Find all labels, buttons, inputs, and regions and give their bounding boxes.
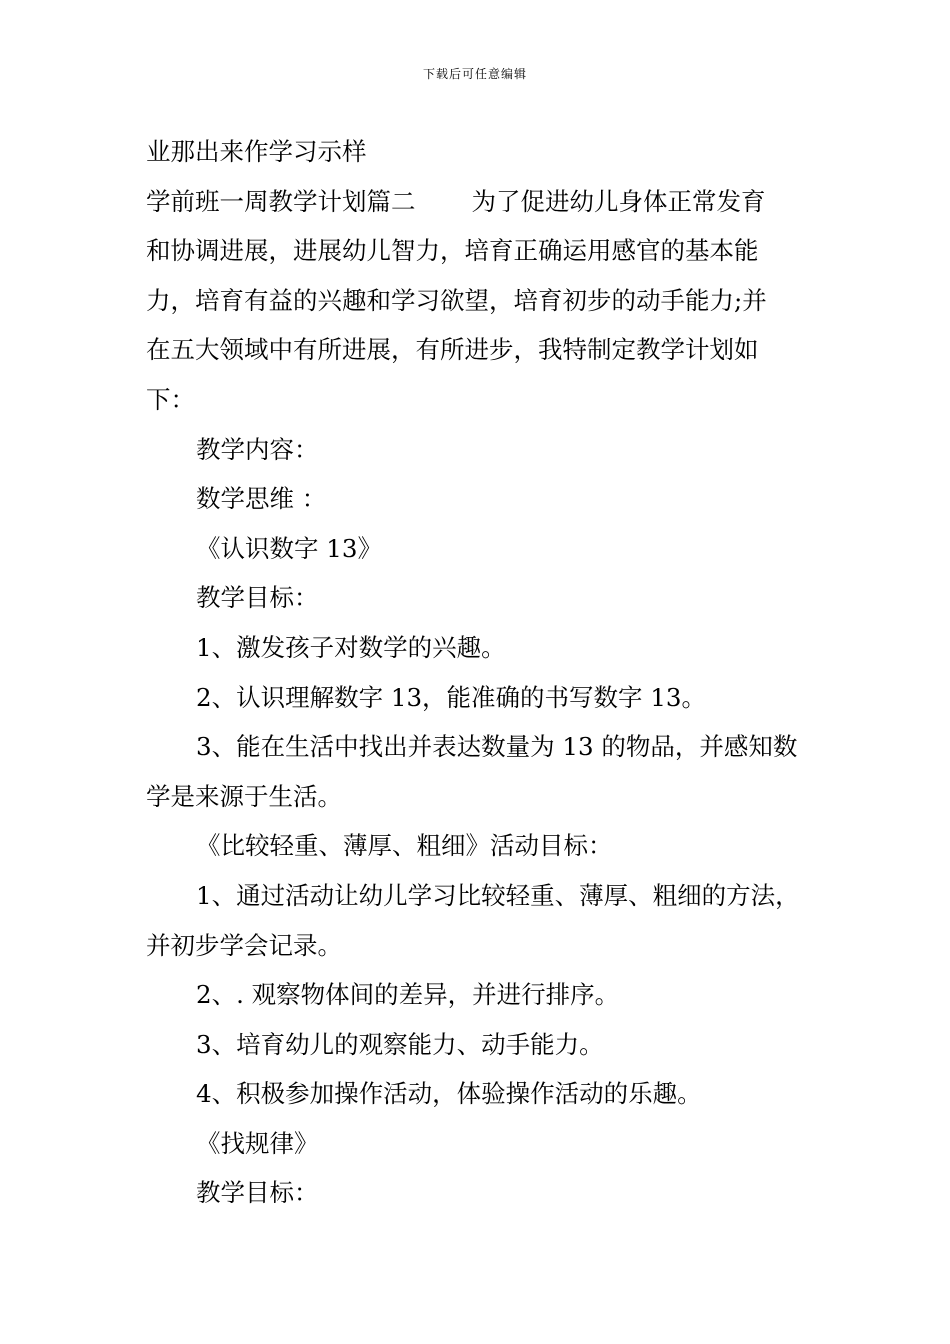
page-header: 下载后可任意编辑 — [422, 67, 527, 81]
text-line: 《认识数字 13》 — [196, 533, 382, 563]
text-line: 教学目标： — [196, 583, 319, 613]
text-line: 力，培育有益的兴趣和学习欲望，培育初步的动手能力;并 — [146, 285, 767, 315]
text-line: 和协调进展，进展幼儿智力，培育正确运用感官的基本能 — [146, 236, 759, 266]
text-segment: 为了促进幼儿身体正常发育 — [471, 186, 766, 216]
text-line: 学是来源于生活。 — [146, 781, 342, 811]
text-line: 在五大领域中有所进展，有所进步，我特制定教学计划如 — [146, 335, 759, 365]
text-line: 下： — [146, 384, 195, 414]
text-line: 《比较轻重、薄厚、粗细》活动目标： — [196, 831, 613, 861]
text-line — [146, 177, 818, 227]
text-line: 3、能在生活中找出并表达数量为 13 的物品，并感知数 — [196, 732, 798, 762]
text-line: 2、. 观察物体间的差异，并进行排序。 — [196, 980, 620, 1010]
text-line: 业那出来作学习示样 — [146, 137, 367, 166]
text-line: 1、通过活动让幼儿学习比较轻重、薄厚、粗细的方法， — [196, 880, 800, 910]
text-line: 《找规律》 — [196, 1128, 319, 1158]
section-title: 学前班一周教学计划篇二 — [146, 186, 416, 216]
text-line: 教学目标： — [196, 1178, 319, 1208]
text-line: 并初步学会记录。 — [146, 930, 342, 960]
document-body — [146, 127, 818, 1218]
text-line: 1、激发孩子对数学的兴趣。 — [196, 632, 506, 662]
text-line: 3、培育幼儿的观察能力、动手能力。 — [196, 1029, 604, 1059]
text-line: 2、认识理解数字 13，能准确的书写数字 13。 — [196, 682, 707, 712]
text-line: 数学思维 ： — [196, 484, 327, 514]
text-line: 教学内容： — [196, 434, 319, 464]
text-line: 4、积极参加操作活动，体验操作活动的乐趣。 — [196, 1079, 702, 1109]
